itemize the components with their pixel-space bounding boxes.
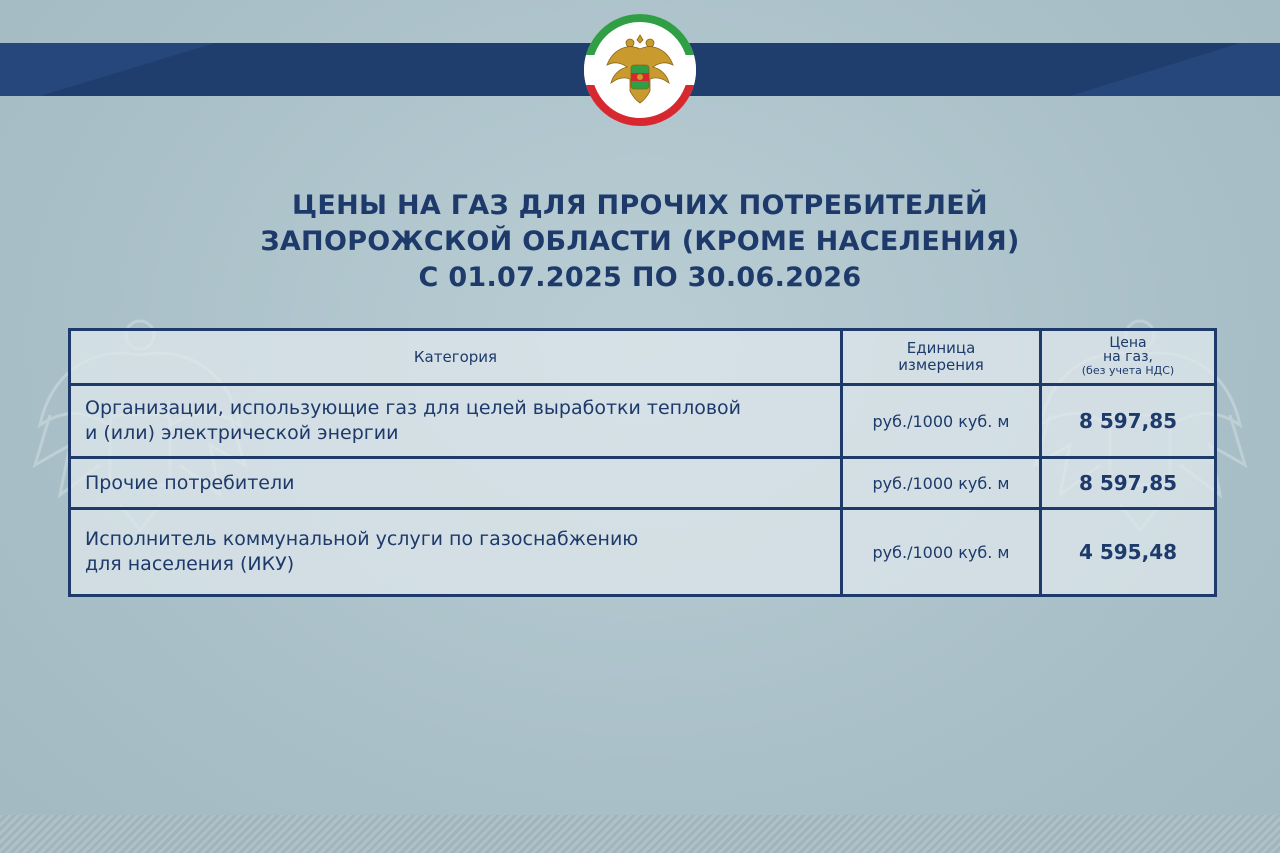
row-unit: руб./1000 куб. м [842, 385, 1041, 458]
header-category: Категория [70, 330, 842, 385]
row-category [70, 458, 842, 509]
title-line-1: ЦЕНЫ НА ГАЗ ДЛЯ ПРОЧИХ ПОТРЕБИТЕЛЕЙ [292, 190, 988, 221]
table-row [70, 385, 1216, 458]
table-header-row [70, 330, 1216, 385]
row-category-line-2: для населения (ИКУ) [85, 553, 295, 575]
header-price-line-3: (без учета НДС) [1081, 364, 1175, 377]
row-category-line-2: и (или) электрической энергии [85, 422, 399, 444]
header-unit [842, 330, 1041, 385]
row-unit: руб./1000 куб. м [842, 458, 1041, 509]
row-category-line-1: Прочие потребители [85, 471, 295, 494]
row-price: 4 595,48 [1041, 509, 1216, 596]
footer-band [0, 815, 1280, 853]
row-category [70, 385, 842, 458]
header-price-line-1: Цена [1109, 335, 1147, 351]
page-title [0, 188, 1280, 296]
table-row [70, 458, 1216, 509]
table-row [70, 509, 1216, 596]
header-unit-line-2: измерения [898, 356, 984, 374]
title-line-2: ЗАПОРОЖСКОЙ ОБЛАСТИ (КРОМЕ НАСЕЛЕНИЯ) [260, 226, 1020, 257]
row-category-line-1: Организации, использующие газ для целей выработки тепловой [85, 397, 742, 419]
row-category-line-1: Исполнитель коммунальной услуги по газоснабжению [85, 528, 639, 550]
header-price-line-2: на газ, [1102, 349, 1153, 365]
header-unit-line-1: Единица [906, 339, 976, 357]
row-category [70, 509, 842, 596]
gas-price-table [68, 328, 1217, 597]
double-headed-eagle-emblem-icon [583, 13, 697, 127]
row-price: 8 597,85 [1041, 458, 1216, 509]
header-price [1041, 330, 1216, 385]
row-price: 8 597,85 [1041, 385, 1216, 458]
row-unit: руб./1000 куб. м [842, 509, 1041, 596]
title-line-3: С 01.07.2025 ПО 30.06.2026 [418, 262, 862, 293]
